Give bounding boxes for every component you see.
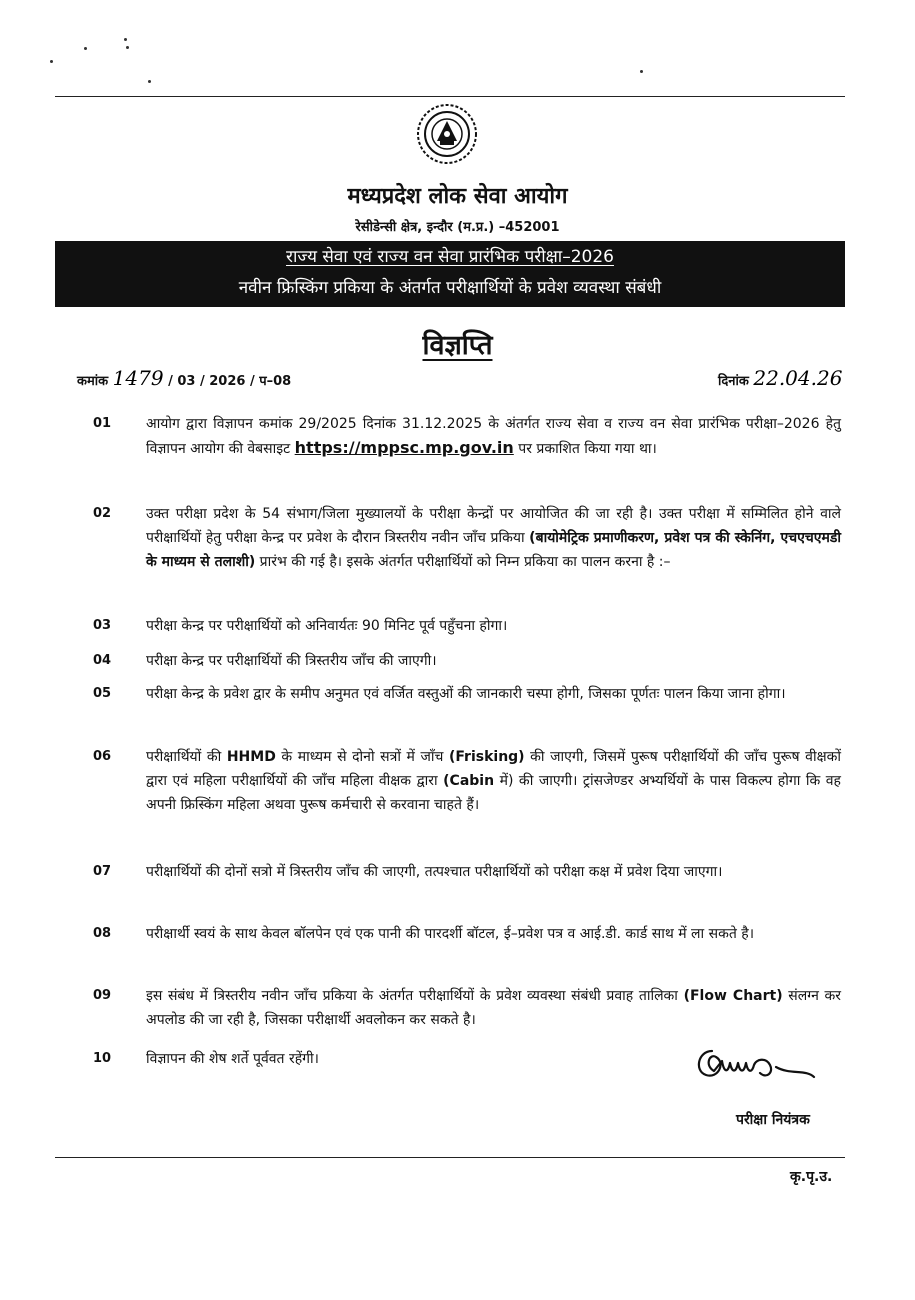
point-text: उक्त परीक्षा प्रदेश के 54 संभाग/जिला मुख्यालयों के परीक्षा केन्द्रों पर आयोजित की जा रही है। उक्त परीक्षा में सम्मिलित होने वाले परीक्षार्थियों हेतु परीक्षा केन्द्र पर प्रवेश के दौरान त्रिस्तरीय नवीन जाँच प्रकिया (बायोमेट्रिक प्रमाणीकरण, प्रवेश पत्र की स्केनिंग, एचएचएमडी के माध्यम से तलाशी) प्रारंभ की गई है। इसके अंतर्गत परीक्षार्थियों को निम्न प्रकिया का पालन करना है :– (146, 506, 841, 570)
point-text: परीक्षार्थी स्वयं के साथ केवल बॉलपेन एवं एक पानी की पारदर्शी बॉटल, ई–प्रवेश पत्र व आई.डी. कार्ड साथ में ला सकते है। (146, 926, 755, 942)
point-number: 09 (93, 988, 112, 1003)
page-turn-note: कृ.पृ.उ. (790, 1169, 833, 1185)
point-number: 07 (93, 864, 112, 879)
scan-speck (126, 46, 129, 49)
date-label: दिनांक (718, 374, 749, 389)
scan-speck (84, 47, 87, 50)
scan-speck (148, 80, 151, 83)
scan-speck (640, 70, 643, 73)
point-text: आयोग द्वारा विज्ञापन कमांक 29/2025 दिनांक 31.12.2025 के अंतर्गत राज्य सेवा व राज्य वन सेवा प्रारंभिक परीक्षा–2026 हेतु विज्ञापन आयोग की वेबसाइट https://mppsc.mp.gov.in पर प्रकाशित किया गया था। (146, 416, 841, 457)
point-text: इस संबंध में त्रिस्तरीय नवीन जाँच प्रकिया के अंतर्गत परीक्षार्थियों के प्रवेश व्यवस्था संबंधी प्रवाह तालिका (Flow Chart) संलग्न कर अपलोड की जा रही है, जिसका परीक्षार्थी अवलोकन कर सकते है। (146, 988, 841, 1028)
organization-address: रेसीडेन्सी क्षेत्र, इन्दौर (म.प्र.) –452001 (355, 220, 560, 235)
point-number: 01 (93, 416, 112, 431)
reference-suffix: / 03 / 2026 / प–08 (168, 374, 292, 389)
point-text: परीक्षार्थियों की दोनों सत्रो में त्रिस्तरीय जाँच की जाएगी, तत्पश्चात परीक्षार्थियों को परीक्षा कक्ष में प्रवेश दिया जाएगा। (146, 864, 723, 880)
scan-speck (50, 60, 53, 63)
mppsc-emblem-icon (416, 103, 478, 165)
point-text: परीक्षार्थियों की HHMD के माध्यम से दोनो सत्रों में जाँच (Frisking) की जाएगी, जिसमें पुरूष परीक्षार्थियों की जाँच पुरूष वीक्षकों द्वारा एवं महिला परीक्षार्थियों की जाँच महिला वीक्षक द्वारा (Cabin में) की जाएगी। ट्रांसजेण्डर अभ्यर्थियों के पास विकल्प होगा कि वह अपनी फ्रिस्किंग महिला अथवा पुरूष कर्मचारी से करवाना चाहते हैं। (146, 749, 841, 813)
banner-exam-title: राज्य सेवा एवं राज्य वन सेवा प्रारंभिक परीक्षा–2026 (286, 247, 614, 267)
point-number: 08 (93, 926, 112, 941)
reference-label: कमांक (77, 374, 109, 389)
point-number: 10 (93, 1051, 112, 1066)
point-text: परीक्षा केन्द्र पर परीक्षार्थियों को अनिवार्यतः 90 मिनिट पूर्व पहुँचना होगा। (146, 618, 508, 634)
point-number: 03 (93, 618, 112, 633)
point-number: 02 (93, 506, 112, 521)
point-text: परीक्षा केन्द्र के प्रवेश द्वार के समीप अनुमत एवं वर्जित वस्तुओं की जानकारी चस्पा होगी, जिसका पूर्णतः पालन किया जाना होगा। (146, 686, 786, 702)
reference-number (77, 366, 291, 390)
handwritten-reference-number: 1479 (112, 366, 164, 390)
reference-date (718, 366, 842, 390)
handwritten-signature (690, 1037, 830, 1089)
handwritten-date: 22.04.26 (753, 366, 843, 390)
point-text: परीक्षा केन्द्र पर परीक्षार्थियों की त्रिस्तरीय जाँच की जाएगी। (146, 653, 437, 669)
point-number: 04 (93, 653, 112, 668)
scan-speck (124, 38, 127, 41)
website-link[interactable]: https://mppsc.mp.gov.in (294, 438, 514, 457)
banner-subject: नवीन फ्रिस्किंग प्रकिया के अंतर्गत परीक्षार्थियों के प्रवेश व्यवस्था संबंधी (238, 278, 662, 298)
organization-name: मध्यप्रदेश लोक सेवा आयोग (347, 184, 568, 209)
point-number: 05 (93, 686, 112, 701)
notice-title: विज्ञप्ति (422, 330, 493, 361)
point-number: 06 (93, 749, 112, 764)
point-text: विज्ञापन की शेष शर्ते पूर्ववत रहेंगी। (146, 1051, 319, 1067)
signatory-designation: परीक्षा नियंत्रक (736, 1112, 810, 1128)
exam-banner (55, 241, 845, 307)
